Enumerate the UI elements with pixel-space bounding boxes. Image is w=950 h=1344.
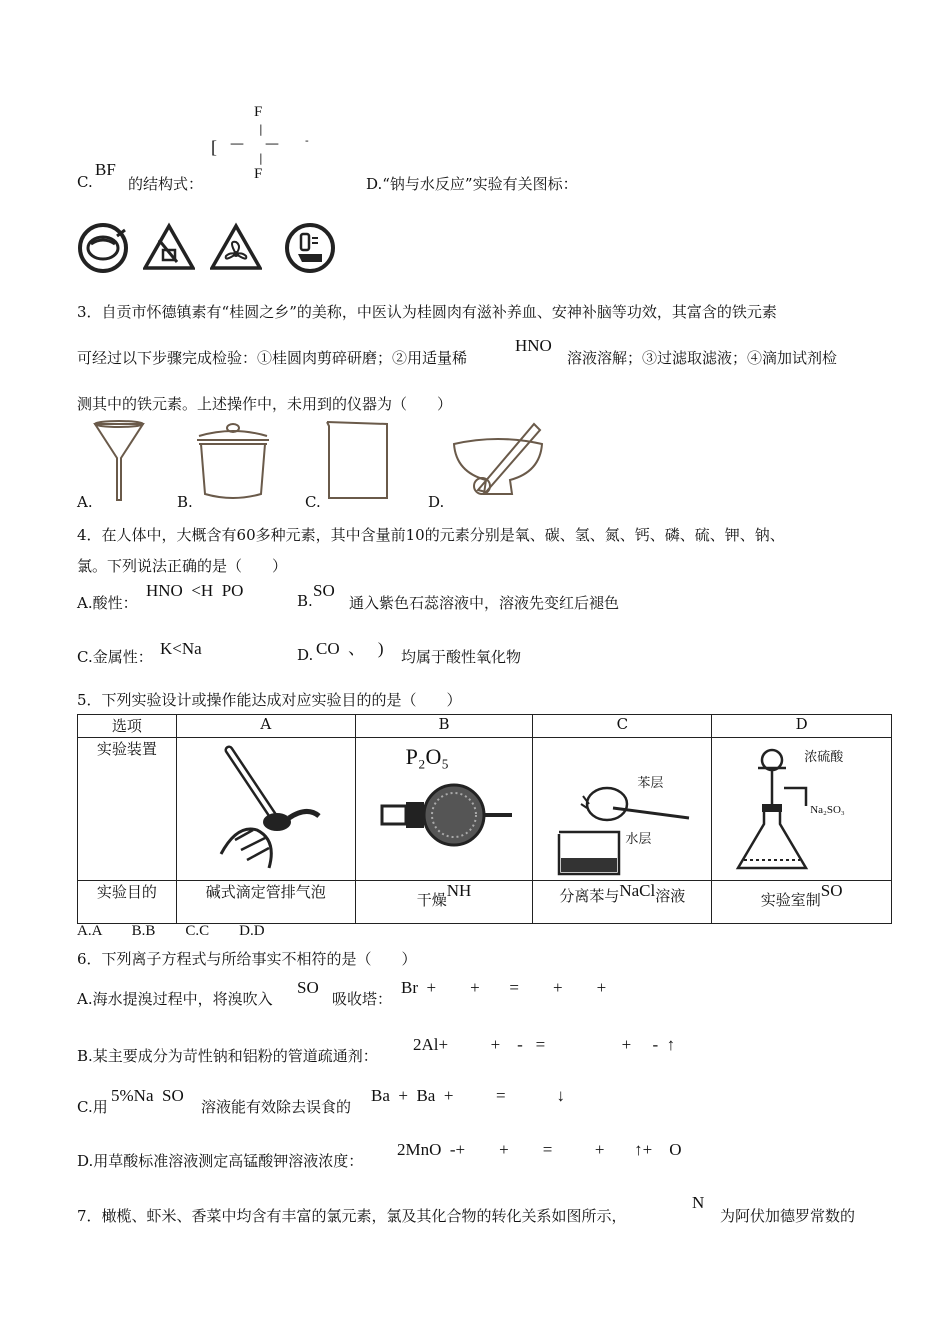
struct-bond-bottom: | xyxy=(259,152,263,165)
table-header-cell: D xyxy=(712,715,892,738)
purpose-text-c: 分离苯与 xyxy=(559,887,620,905)
figure-cell-a xyxy=(176,738,355,881)
q2-option-c-label: C. xyxy=(77,173,93,191)
purpose-formula-c: NaCl xyxy=(619,881,656,900)
figure-cell-b xyxy=(355,738,533,881)
burette-bubble-figure xyxy=(207,744,327,876)
struct-bond-left: — xyxy=(230,136,244,152)
q3-option-c[interactable]: C. xyxy=(305,493,321,511)
q6-option-b-text[interactable]: B.某主要成分为苛性钠和铝粉的管道疏通剂： xyxy=(77,1047,378,1065)
q6-option-c-text[interactable]: C.用 xyxy=(77,1098,108,1116)
q5-answer-options[interactable]: A.A B.B C.C D.D xyxy=(77,923,265,939)
q6-option-d-text[interactable]: D.用草酸标准溶液测定高锰酸钾溶液浓度： xyxy=(77,1152,364,1170)
mortar-pestle-figure xyxy=(450,420,546,500)
purpose-cell-a xyxy=(176,881,355,924)
fig-c-bottom-label: 水层 xyxy=(625,832,652,847)
q6-option-a-equation: Br + + = + + xyxy=(401,978,607,997)
q5-stem: 5．下列实验设计或操作能达成对应实验目的的是（ ） xyxy=(77,691,462,709)
separatory-funnel-figure xyxy=(553,782,693,878)
q4-option-a-formula: HNO <H PO xyxy=(146,581,244,600)
figure-cell-d xyxy=(712,738,892,881)
experiment-table xyxy=(77,714,892,924)
q6-option-b-equation: 2Al+ + - = + - ↑ xyxy=(413,1035,676,1054)
goggles-icon xyxy=(77,222,129,274)
q3-option-a[interactable]: A. xyxy=(77,493,93,511)
struct-bracket: [ xyxy=(211,137,217,157)
q6-option-c-formula: 5%Na SO xyxy=(111,1086,184,1105)
q6-option-d-equation: 2MnO -+ + = + ↑+ O xyxy=(397,1140,682,1159)
q4-option-d-text: 均属于酸性氧化物 xyxy=(401,648,522,666)
purpose-formula-d: SO xyxy=(820,881,843,900)
q7-line-1a: 7．橄榄、虾米、香菜中均含有丰富的氯元素，氯及其化合物的转化关系如图所示， xyxy=(77,1207,627,1225)
table-header-cell: A xyxy=(176,715,355,738)
crucible-figure xyxy=(193,418,273,502)
fig-d-bottom-label: Na₂SO₃ xyxy=(810,804,845,816)
row-label-purpose-text: 实验目的 xyxy=(96,883,157,901)
beaker-figure xyxy=(323,418,391,502)
q6-option-a-text[interactable]: A.海水提溴过程中，将溴吹入 xyxy=(77,990,273,1008)
fig-c-top-label: 苯层 xyxy=(637,776,664,791)
fig-d-top-label: 浓硫酸 xyxy=(804,750,844,765)
q2-option-c-text: 的结构式： xyxy=(128,175,204,193)
purpose-formula-b: NH xyxy=(446,881,472,900)
q3-option-d[interactable]: D. xyxy=(428,493,445,511)
q2-option-c-formula: BF xyxy=(95,160,116,179)
table-header-cell: 选项 xyxy=(78,715,177,738)
q6-option-c-text2: 溶液能有效除去误食的 xyxy=(201,1098,352,1116)
q4-option-b-text: 通入紫色石蕊溶液中，溶液先变红后褪色 xyxy=(349,594,620,612)
q3-line-3: 测其中的铁元素。上述操作中，未用到的仪器为（ ） xyxy=(77,395,453,413)
q4-line-1: 4．在人体中，大概含有60多种元素，其中含量前10的元素分别是氧、碳、氢、氮、钙、磷、硫、钾、钠、 xyxy=(77,526,785,544)
q6-option-a-formula: SO xyxy=(297,978,319,997)
q7-line-1b: 为阿伏加德罗常数的 xyxy=(720,1207,856,1225)
q7-line-1-formula: N xyxy=(692,1193,705,1212)
purpose-cell-c xyxy=(533,881,712,924)
gas-generator-figure xyxy=(732,744,832,878)
struct-fluorine-bottom: F xyxy=(254,166,263,182)
q3-option-b[interactable]: B. xyxy=(177,493,193,511)
row-label-purpose xyxy=(78,881,177,924)
drying-tube-figure xyxy=(376,778,516,858)
purpose-cell-d xyxy=(712,881,892,924)
funnel-figure xyxy=(93,420,145,502)
table-header-cell: B xyxy=(355,715,533,738)
row-label-device-text: 实验装置 xyxy=(96,740,157,758)
sharp-hazard-icon xyxy=(143,222,195,274)
q4-option-d-formula: CO 、 ) xyxy=(316,639,384,658)
q3-line-2b: 溶液溶解；③过滤取滤液；④滴加试剂检 xyxy=(567,349,838,367)
q3-line-1: 3．自贡市怀德镇素有“桂圆之乡”的美称，中医认为桂圆肉有滋补养血、安神补脑等功效，其富含的铁元素 xyxy=(77,303,777,321)
purpose-text-a: 碱式滴定管排气泡 xyxy=(205,883,326,901)
wash-hands-icon xyxy=(284,222,336,274)
struct-charge: - xyxy=(305,134,309,147)
q6-option-a-text2: 吸收塔： xyxy=(332,990,393,1008)
q6-stem: 6．下列离子方程式与所给事实不相符的是（ ） xyxy=(77,950,417,968)
table-header-cell: C xyxy=(533,715,712,738)
purpose-cell-b xyxy=(355,881,533,924)
q4-option-b-formula: SO xyxy=(313,581,335,600)
q4-option-a-label[interactable]: A.酸性： xyxy=(77,594,138,612)
row-label-device xyxy=(78,738,177,881)
q4-line-2: 氯。下列说法正确的是（ ） xyxy=(77,557,288,575)
struct-bond-top: | xyxy=(259,123,263,136)
q4-option-b-label[interactable]: B. xyxy=(297,592,313,610)
q4-option-d-label[interactable]: D. xyxy=(297,646,314,664)
purpose-text-d: 实验室制 xyxy=(760,891,821,909)
q2-option-d-text: D.“钠与水反应”实验有关图标： xyxy=(366,175,578,193)
purpose-text-b: 干燥 xyxy=(416,891,447,909)
struct-fluorine-top: F xyxy=(254,104,263,120)
fig-b-label: P₂O₅ xyxy=(405,744,450,769)
q3-line-2a: 可经过以下步骤完成检验：①桂圆肉剪碎研磨；②用适量稀 xyxy=(77,349,468,367)
struct-bond-right: — xyxy=(265,136,279,152)
q6-option-c-equation: Ba + Ba + = ↓ xyxy=(371,1086,566,1105)
q4-option-c-label[interactable]: C.金属性： xyxy=(77,648,153,666)
purpose-tail-c: 溶液 xyxy=(655,887,686,905)
bf4-structure xyxy=(205,104,315,186)
q4-option-c-formula: K<Na xyxy=(160,639,202,658)
figure-cell-c xyxy=(533,738,712,881)
fan-ventilation-icon xyxy=(210,222,262,274)
q3-line-2-formula: HNO xyxy=(515,336,552,355)
